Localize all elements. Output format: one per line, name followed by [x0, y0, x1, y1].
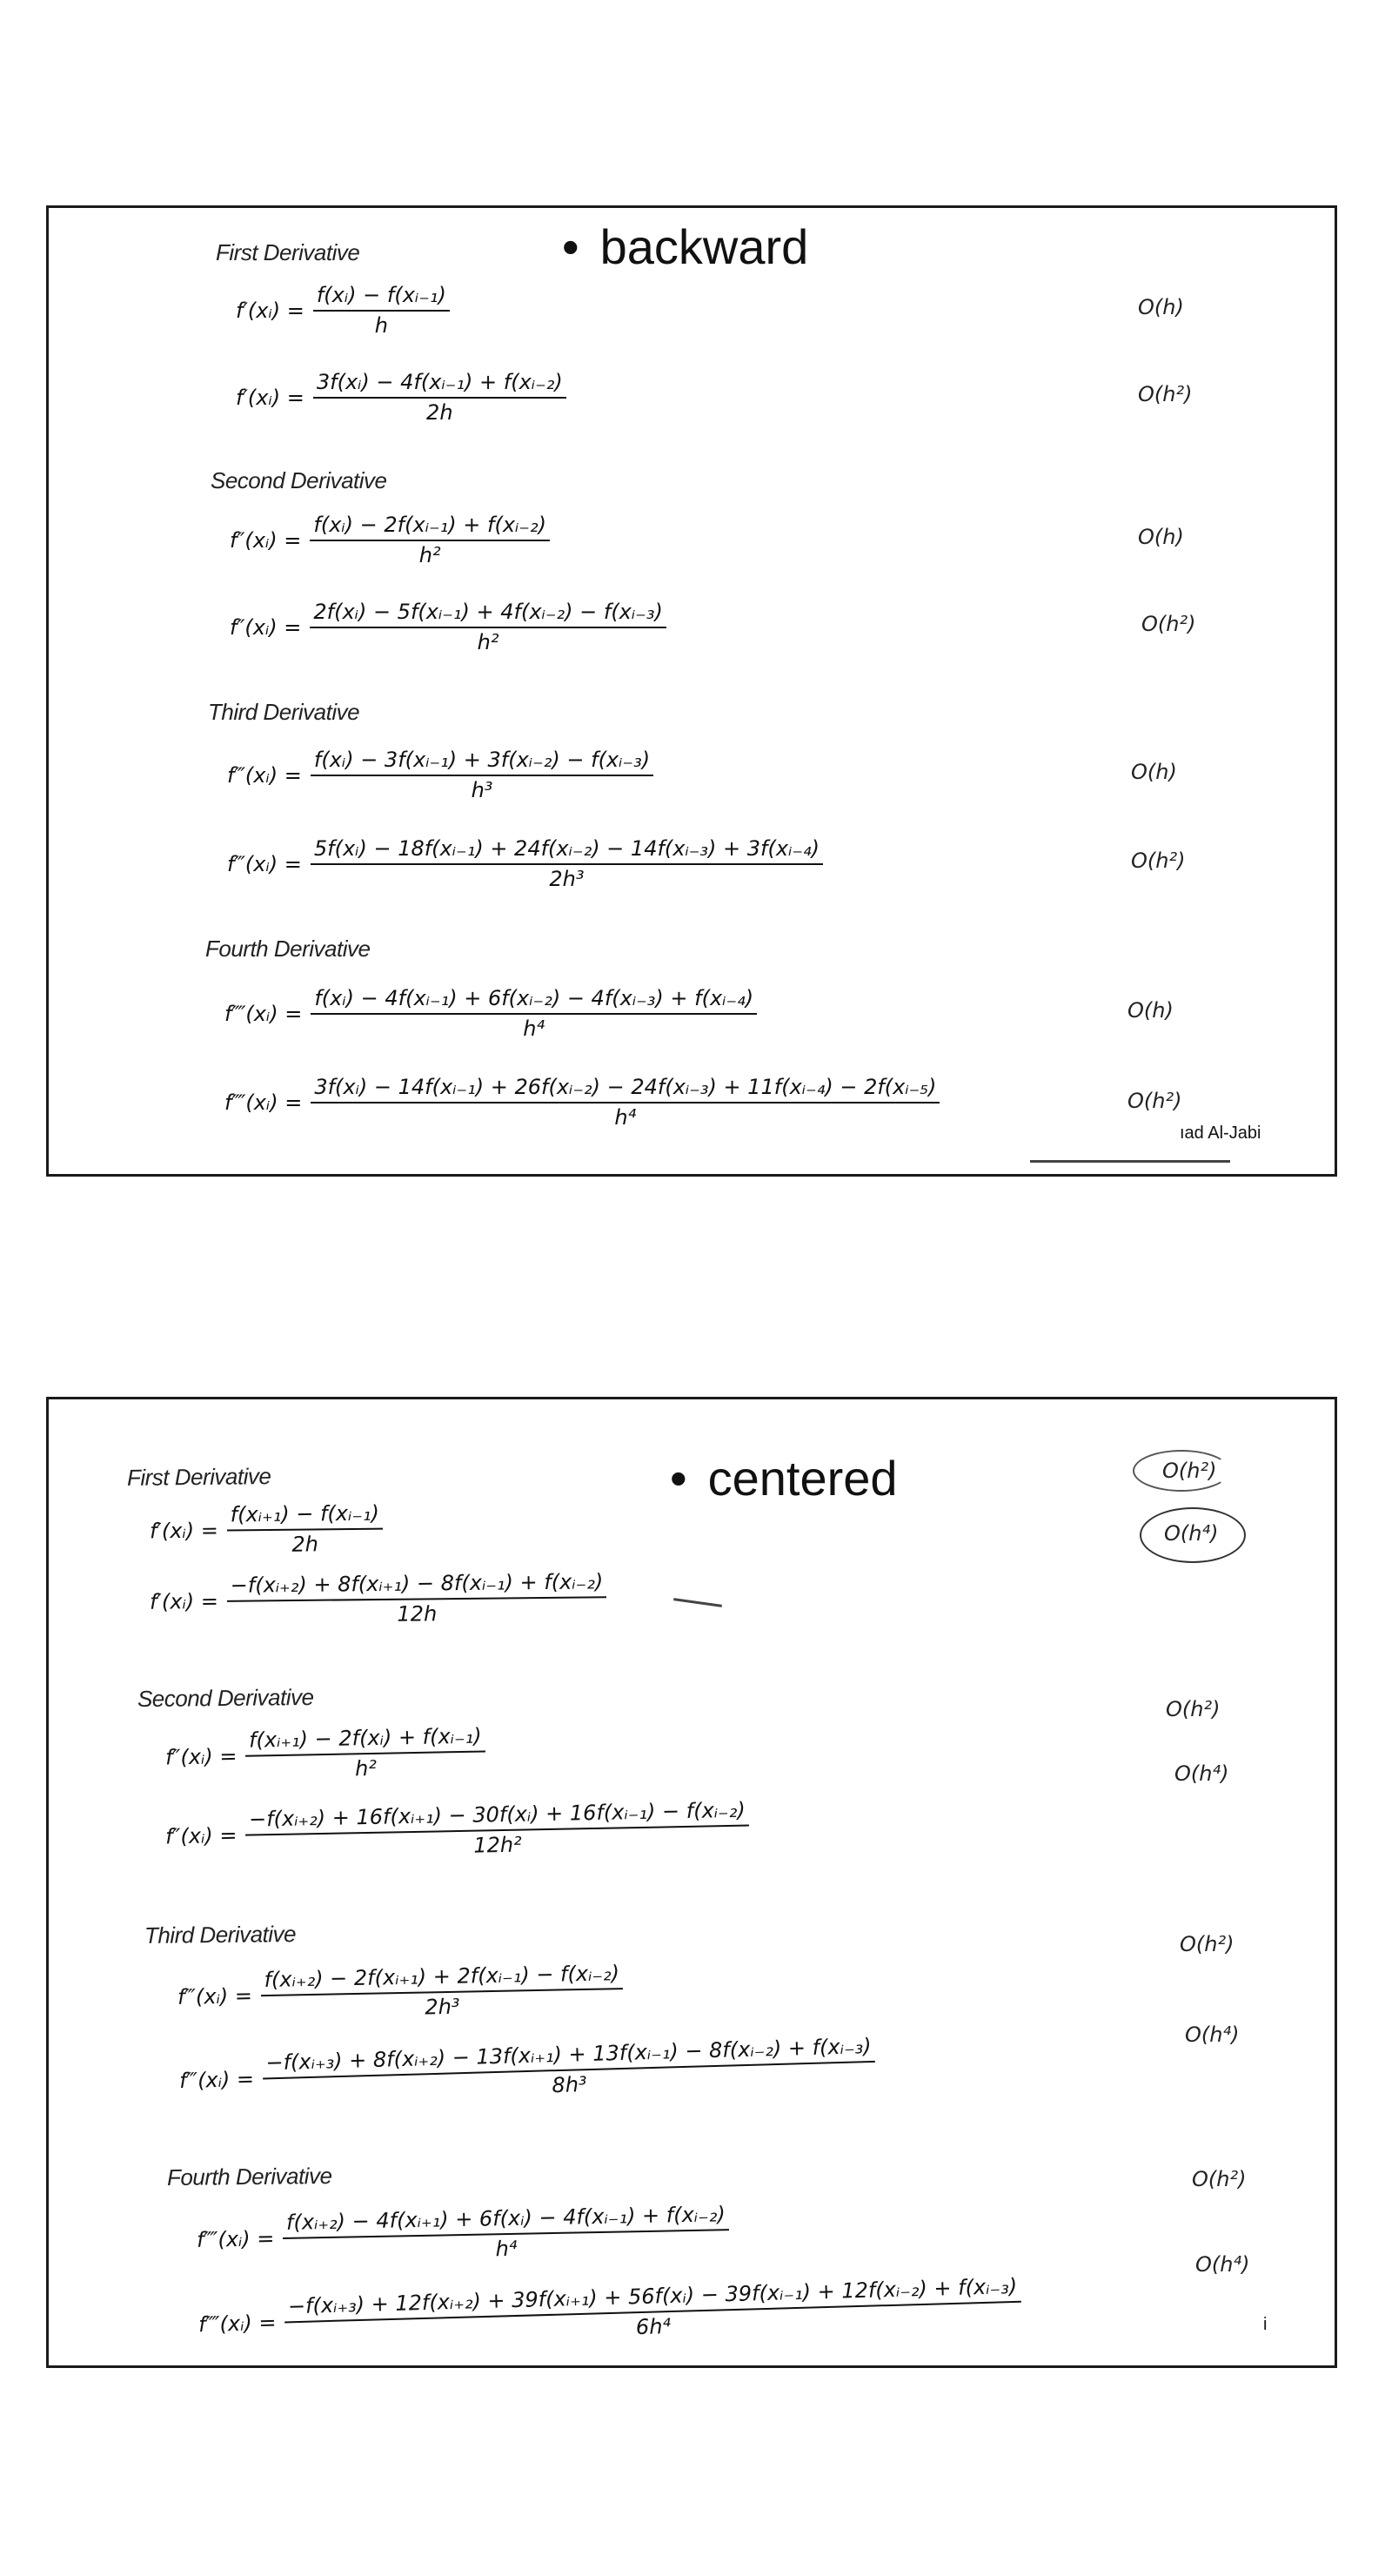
error-order: O(h²) [1166, 1697, 1221, 1721]
section-heading: Third Derivative [144, 1921, 297, 1949]
formula [164, 1798, 749, 1864]
formula-lhs: f⁗(xᵢ) = [224, 1090, 303, 1115]
formula-fraction [311, 836, 823, 891]
error-order: O(h²) [1192, 2167, 1247, 2191]
formula-fraction [310, 513, 550, 567]
formula-denominator: h⁴ [614, 1105, 637, 1130]
error-order: O(h²) [1127, 1089, 1182, 1113]
formula-denominator: 2h³ [425, 1994, 460, 2020]
formula-lhs: f″(xᵢ) = [230, 614, 302, 640]
formula-numerator: 3f(xᵢ) − 14f(xᵢ₋₁) + 26f(xᵢ₋₂) − 24f(xᵢ₋₃) + 11f(xᵢ₋₄) − 2f(xᵢ₋₅) [311, 1075, 940, 1104]
bullet-dot-icon: • [670, 1451, 687, 1506]
formula-fraction [311, 986, 757, 1041]
formula [224, 986, 757, 1041]
error-order: O(h⁴) [1185, 2023, 1240, 2047]
formula-denominator: 6h⁴ [635, 2314, 672, 2340]
formula-lhs: f′(xᵢ) = [149, 1588, 219, 1614]
formula [230, 600, 666, 654]
error-order: O(h²) [1131, 849, 1186, 873]
formula-fraction [284, 2274, 1022, 2350]
pen-stroke [673, 1598, 722, 1607]
section-heading: Third Derivative [208, 699, 360, 725]
formula-fraction [313, 370, 566, 425]
formula [224, 1075, 940, 1130]
slide-footer: ıad Al-Jabi [1180, 1124, 1261, 1143]
formula [197, 2274, 1021, 2351]
section-heading: Fourth Derivative [166, 2163, 332, 2190]
hand-circle-icon [1140, 1507, 1246, 1563]
formula-lhs: f‴(xᵢ) = [227, 762, 302, 788]
formula-lhs: f‴(xᵢ) = [227, 851, 302, 876]
formula-numerator: f(xᵢ) − 4f(xᵢ₋₁) + 6f(xᵢ₋₂) − 4f(xᵢ₋₃) + f(xᵢ₋₄) [311, 986, 757, 1015]
formula-lhs: f‴(xᵢ) = [178, 2066, 255, 2093]
formula-numerator: f(xᵢ₊₂) − 4f(xᵢ₊₁) + 6f(xᵢ) − 4f(xᵢ₋₁) + f(xᵢ₋₂) [283, 2202, 729, 2239]
formula-lhs: f′(xᵢ) = [149, 1518, 219, 1543]
formula [164, 1723, 485, 1784]
formula [236, 283, 450, 338]
formula-fraction [311, 1075, 940, 1130]
section-heading: Second Derivative [211, 467, 387, 493]
scan-line [1030, 1160, 1230, 1163]
section-heading: First Derivative [216, 239, 360, 265]
error-order: O(h²) [1141, 612, 1196, 636]
formula-denominator: 12h² [473, 1832, 522, 1858]
formula [150, 1569, 607, 1628]
formula-denominator: 2h [426, 400, 453, 425]
formula-denominator: 2h [291, 1532, 319, 1557]
formula [236, 370, 566, 425]
formula-fraction [313, 283, 450, 338]
formula-numerator: f(xᵢ) − 3f(xᵢ₋₁) + 3f(xᵢ₋₂) − f(xᵢ₋₃) [311, 748, 653, 776]
formula [196, 2202, 729, 2267]
slide-bullet [562, 218, 808, 275]
formula-fraction [311, 748, 653, 802]
formula-numerator: −f(xᵢ₊₂) + 8f(xᵢ₊₁) − 8f(xᵢ₋₁) + f(xᵢ₋₂) [227, 1569, 607, 1602]
slide-footer: i [1263, 2315, 1268, 2334]
formula-lhs: f′(xᵢ) = [236, 385, 304, 410]
formula [150, 1501, 384, 1559]
error-order: O(h²) [1138, 382, 1193, 406]
formula-fraction [283, 2202, 730, 2265]
formula [177, 1961, 623, 2024]
formula-lhs: f⁗(xᵢ) = [224, 1001, 303, 1026]
error-order: O(h) [1138, 295, 1184, 319]
formula-numerator: −f(xᵢ₊₃) + 8f(xᵢ₊₂) − 13f(xᵢ₊₁) + 13f(xᵢ₋₁) − 8f(xᵢ₋₂) + f(xᵢ₋₃) [262, 2034, 875, 2080]
formula-denominator: h² [354, 1755, 378, 1781]
formula [227, 748, 653, 802]
formula-numerator: f(xᵢ₊₁) − f(xᵢ₋₁) [227, 1501, 384, 1532]
formula-denominator: 12h [397, 1601, 438, 1627]
formula-fraction [227, 1569, 607, 1628]
section-heading: First Derivative [126, 1463, 271, 1491]
formula-numerator: f(xᵢ) − 2f(xᵢ₋₁) + f(xᵢ₋₂) [310, 513, 550, 541]
formula-numerator: −f(xᵢ₊₃) + 12f(xᵢ₊₂) + 39f(xᵢ₊₁) + 56f(xᵢ) − 39f(xᵢ₋₁) + 12f(xᵢ₋₂) + f(xᵢ₋₃) [284, 2274, 1021, 2324]
formula-lhs: f″(xᵢ) = [230, 527, 302, 553]
error-order: O(h) [1131, 760, 1177, 784]
error-order: O(h⁴) [1195, 2252, 1250, 2277]
slide-backward [46, 205, 1337, 1177]
error-order: O(h²) [1162, 1459, 1217, 1483]
hand-circle-icon [1133, 1450, 1230, 1492]
formula-fraction [262, 2034, 876, 2106]
formula-lhs: f″(xᵢ) = [164, 1743, 238, 1770]
section-heading: Fourth Derivative [205, 936, 371, 962]
slide-bullet [670, 1450, 898, 1506]
error-order: O(h) [1138, 525, 1184, 549]
formula-denominator: h⁴ [495, 2236, 518, 2262]
formula-denominator: h² [477, 630, 499, 654]
formula-denominator: h⁴ [523, 1016, 545, 1041]
formula-denominator: 2h³ [549, 867, 585, 891]
formula-numerator: f(xᵢ) − f(xᵢ₋₁) [313, 283, 450, 312]
formula-fraction [227, 1501, 384, 1558]
formula [227, 836, 823, 891]
formula-fraction [310, 600, 666, 654]
section-heading: Second Derivative [137, 1683, 314, 1713]
formula-fraction [245, 1798, 750, 1862]
formula-numerator: 5f(xᵢ) − 18f(xᵢ₋₁) + 24f(xᵢ₋₂) − 14f(xᵢ₋₃) + 3f(xᵢ₋₄) [311, 836, 823, 865]
bullet-text: centered [707, 1451, 898, 1506]
formula-lhs: f⁗(xᵢ) = [197, 2310, 277, 2337]
formula [230, 513, 550, 567]
formula-numerator: f(xᵢ₊₂) − 2f(xᵢ₊₁) + 2f(xᵢ₋₁) − f(xᵢ₋₂) [260, 1961, 623, 1996]
formula [178, 2034, 876, 2108]
formula-denominator: h² [418, 543, 441, 567]
formula-numerator: 3f(xᵢ) − 4f(xᵢ₋₁) + f(xᵢ₋₂) [313, 370, 566, 399]
error-order: O(h²) [1180, 1932, 1234, 1956]
formula-numerator: 2f(xᵢ) − 5f(xᵢ₋₁) + 4f(xᵢ₋₂) − f(xᵢ₋₃) [310, 600, 666, 628]
formula-fraction [260, 1961, 624, 2023]
bullet-dot-icon: • [562, 219, 579, 274]
error-order: O(h⁴) [1174, 1761, 1229, 1786]
formula-lhs: f″(xᵢ) = [164, 1822, 238, 1848]
formula-numerator: f(xᵢ₊₁) − 2f(xᵢ) + f(xᵢ₋₁) [245, 1723, 485, 1756]
slide-centered [46, 1397, 1337, 2368]
error-order: O(h) [1127, 998, 1174, 1023]
formula-denominator: 8h³ [552, 2072, 587, 2098]
formula-numerator: −f(xᵢ₊₂) + 16f(xᵢ₊₁) − 30f(xᵢ) + 16f(xᵢ₋₁) − f(xᵢ₋₂) [245, 1798, 749, 1836]
bullet-text: backward [599, 219, 809, 274]
formula-denominator: h [374, 313, 388, 338]
formula-denominator: h³ [471, 778, 493, 802]
formula-fraction [245, 1723, 486, 1782]
formula-lhs: f′(xᵢ) = [236, 298, 304, 323]
formula-lhs: f⁗(xᵢ) = [196, 2225, 275, 2252]
formula-lhs: f‴(xᵢ) = [177, 1982, 253, 2009]
error-order: O(h⁴) [1164, 1521, 1219, 1546]
